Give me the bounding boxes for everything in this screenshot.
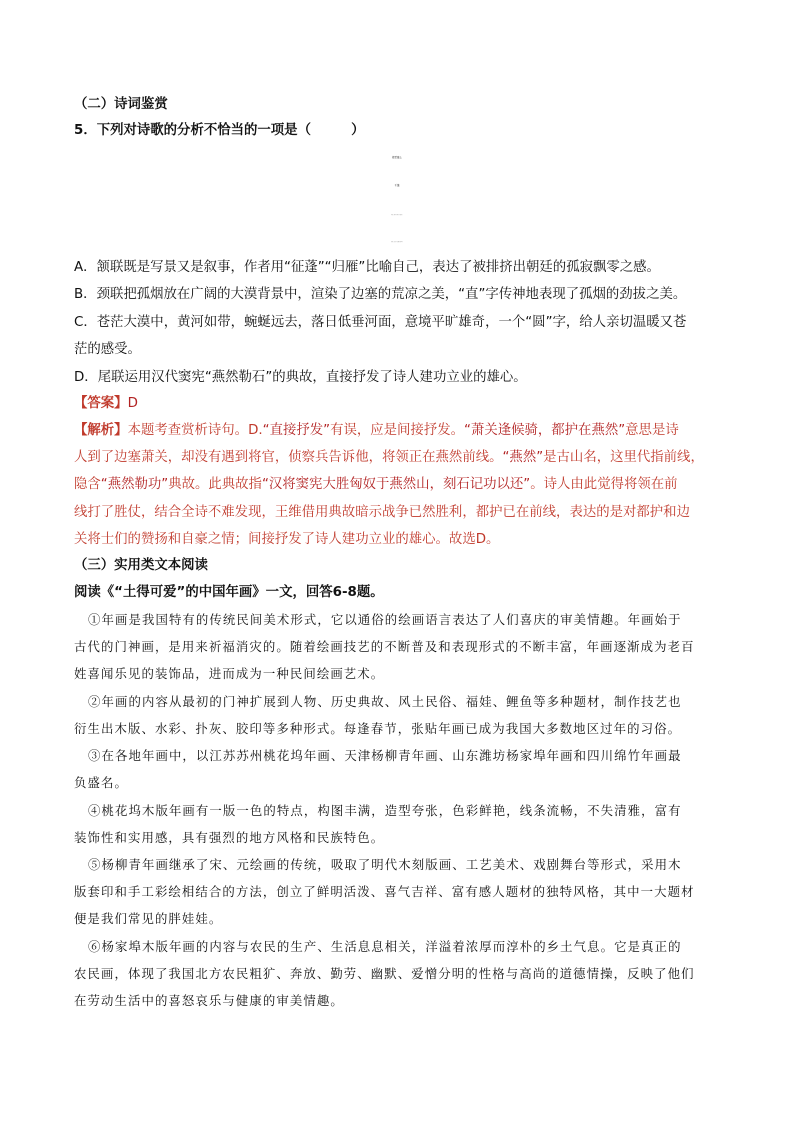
analysis-text: 意思是诗 [625,423,679,438]
poem-line-1 [0,205,794,225]
analysis-text: 有误，应是间接抒发。 [330,423,464,438]
analysis-line-1 [74,421,679,441]
analysis-quote: “萧关逢候骑，都护在燕然” [464,423,626,438]
option-b: B．颈联把孤烟放在广阔的大漠背景中，渲染了边塞的荒凉之美，“直”字传神地表现了孤烟的劲拔之美。 [74,287,687,302]
passage-p1-line-1: ①年画是我国特有的传统民间美术形式，它以通俗的绘画语言表达了人们喜庆的审美情趣。年画始于 [88,612,682,627]
passage-p5-line-3: 便是我们常见的胖娃娃。 [74,911,223,926]
analysis-text: 人到了边塞萧关，却没有遇到将官，侦察兵告诉他，将领正在燕然前线。 [74,450,503,465]
analysis-line-2 [74,448,704,468]
section-heading-reading: （三）实用类文本阅读 [74,558,208,573]
answer-tag: 【答案】 [74,396,128,411]
answer-line [74,394,138,414]
passage-p4-line-2: 装饰性和实用感，具有强烈的地方风格和民族特色。 [74,830,385,845]
passage-p3-line-1: ③在各地年画中，以江苏苏州桃花坞年画、天津杨柳青年画、山东潍坊杨家埠年画和四川绵竹年画最 [88,748,682,763]
poem-line-2 [0,232,794,252]
analysis-quote: “燕然” [502,450,544,465]
analysis-text: 。诗人由此觉得将领在前 [530,477,678,492]
passage-p2-line-1: ②年画的内容从最初的门神扩展到人物、历史典故、风土民俗、福娃、鲤鱼等多种题材，制作技艺也 [88,694,682,709]
passage-p1-line-3: 姓喜闻乐见的装饰品，进而成为一种民间绘画艺术。 [74,666,385,681]
analysis-text: 是古山名，这里代指前线， [543,450,704,465]
analysis-line-5: 关将士们的赞扬和自豪之情；间接抒发了诗人建功立业的雄心。故选D。 [74,532,500,547]
passage-p6-line-2: 农民画，体现了我国北方农民粗犷、奔放、勤劳、幽默、爱憎分明的性格与高尚的道德情操，反映了他们 [74,966,695,981]
reading-intro: 阅读《“土得可爱”的中国年画》一文，回答6-8题。 [74,585,384,600]
passage-p6-line-3: 在劳动生活中的喜怒哀乐与健康的审美情趣。 [74,993,344,1008]
analysis-quote: “燕然勒功” [100,477,169,492]
analysis-quote: “直接抒发” [262,423,331,438]
answer-value: D [127,396,138,411]
analysis-text: 隐含 [74,477,101,492]
analysis-text: 本题考查赏析诗句。D. [127,423,263,438]
option-d: D．尾联运用汉代窦宪“燕然勒石”的典故，直接抒发了诗人建功立业的雄心。 [74,370,527,385]
analysis-line-4: 线打了胜仗，结合全诗不难发现，王维借用典故暗示战争已然胜利，都护已在前线，表达的是对都护和边 [74,505,690,520]
poem-title: 使至塞上 [391,156,402,159]
passage-p4-line-1: ④桃花坞木版年画有一版一色的特点，构图丰满，造型夸张，色彩鲜艳，线条流畅，不失清雅，富有 [88,803,682,818]
analysis-tag: 【解析】 [74,423,128,438]
analysis-text: 典故。此典故指 [168,477,262,492]
option-a: A．颔联既是写景又是叙事，作者用“征蓬”“归雁”比喻自己，表达了被排挤出朝廷的孤寂飘零之感。 [74,260,660,275]
passage-p2-line-2: 衍生出木版、水彩、扑灰、胶印等多种形式。每逢春节，张贴年画已成为我国大多数地区过年的习俗。 [74,721,682,736]
passage-p5-line-1: ⑤杨柳青年画继承了宋、元绘画的传统，吸取了明代木刻版画、工艺美术、戏剧舞台等形式，采用木 [88,857,682,872]
option-c-line-2: 茫的感受。 [74,342,141,357]
poem-author: 王维 [394,184,400,187]
analysis-line-3 [74,475,678,495]
question-5-stem: 5．下列对诗歌的分析不恰当的一项是（ ） [74,123,365,138]
section-heading-poetry: （二）诗词鉴赏 [74,97,168,112]
analysis-quote: “汉将窦宪大胜匈奴于燕然山，刻石记功以还” [261,477,531,492]
passage-p3-line-2: 负盛名。 [74,775,128,790]
passage-p6-line-1: ⑥杨家埠木版年画的内容与农民的生产、生活息息相关，洋溢着浓厚而淳朴的乡土气息。它是真正的 [88,939,682,954]
option-c-line-1: C．苍茫大漠中，黄河如带，蜿蜒远去，落日低垂河面，意境平旷雄奇，一个“圆”字，给人亲切温暖又苍 [74,315,687,330]
passage-p1-line-2: 古代的门神画，是用来祈福消灾的。随着绘画技艺的不断普及和表现形式的不断丰富，年画逐渐成为老百 [74,639,695,654]
passage-p5-line-2: 版套印和手工彩绘相结合的方法，创立了鲜明活泼、喜气吉祥、富有感人题材的独特风格，其中一大题材 [74,884,695,899]
